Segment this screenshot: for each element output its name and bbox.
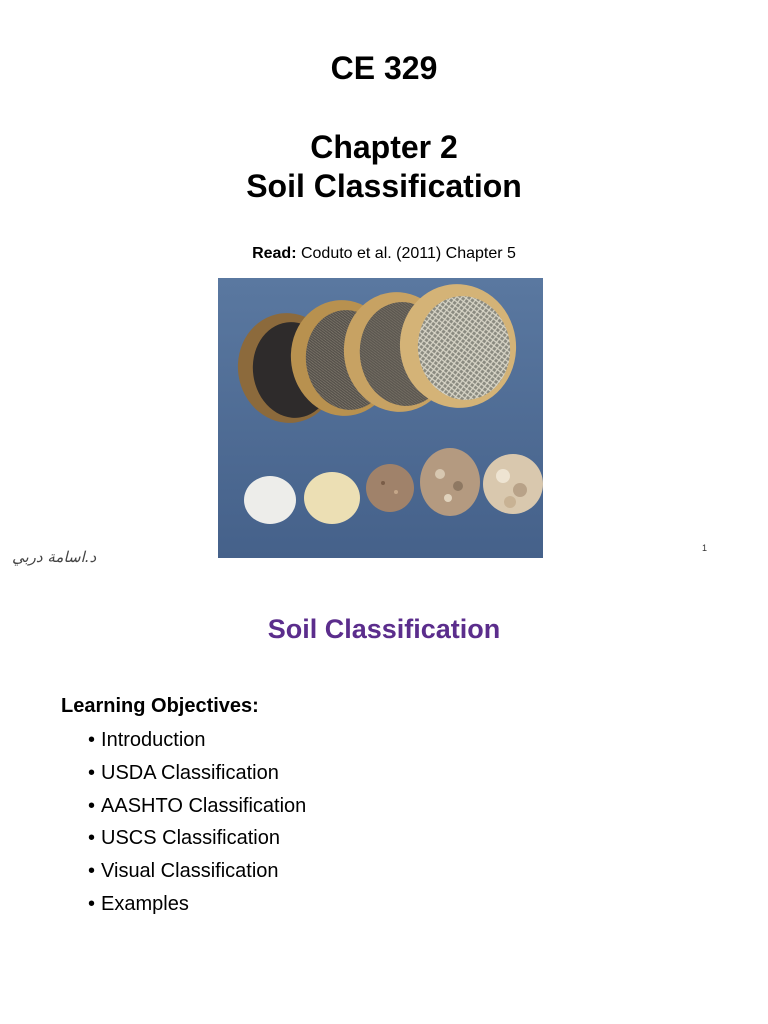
objective-item: • Introduction <box>88 729 206 751</box>
bullet-icon: • <box>88 761 96 784</box>
bullet-icon: • <box>88 794 96 817</box>
reading-text: Coduto et al. (2011) Chapter 5 <box>296 245 516 262</box>
course-title: CE 329 <box>330 50 438 86</box>
bullet-icon: • <box>88 860 96 883</box>
objective-item: • USCS Classification <box>88 827 280 850</box>
reading-assignment <box>0 245 768 263</box>
objective-item: • AASHTO Classification <box>88 794 307 817</box>
author-signature: د.اسامة دربي <box>12 548 97 566</box>
objectives-heading: Learning Objectives: <box>61 695 259 717</box>
objective-item: • Visual Classification <box>88 860 279 883</box>
objective-item: • Examples <box>88 892 189 915</box>
chapter-number: Chapter 2 <box>310 129 458 165</box>
chapter-heading <box>0 128 768 206</box>
sieves-photo <box>218 278 543 558</box>
objectives-list <box>88 724 306 921</box>
bullet-icon: • <box>88 892 96 915</box>
section-title: Soil Classification <box>267 614 501 644</box>
reading-label: Read: <box>252 245 297 262</box>
bullet-icon: • <box>88 827 96 850</box>
objective-item: • USDA Classification <box>88 761 279 784</box>
chapter-title: Soil Classification <box>246 168 522 204</box>
bullet-icon: • <box>88 729 96 751</box>
page-number: 1 <box>702 543 708 553</box>
